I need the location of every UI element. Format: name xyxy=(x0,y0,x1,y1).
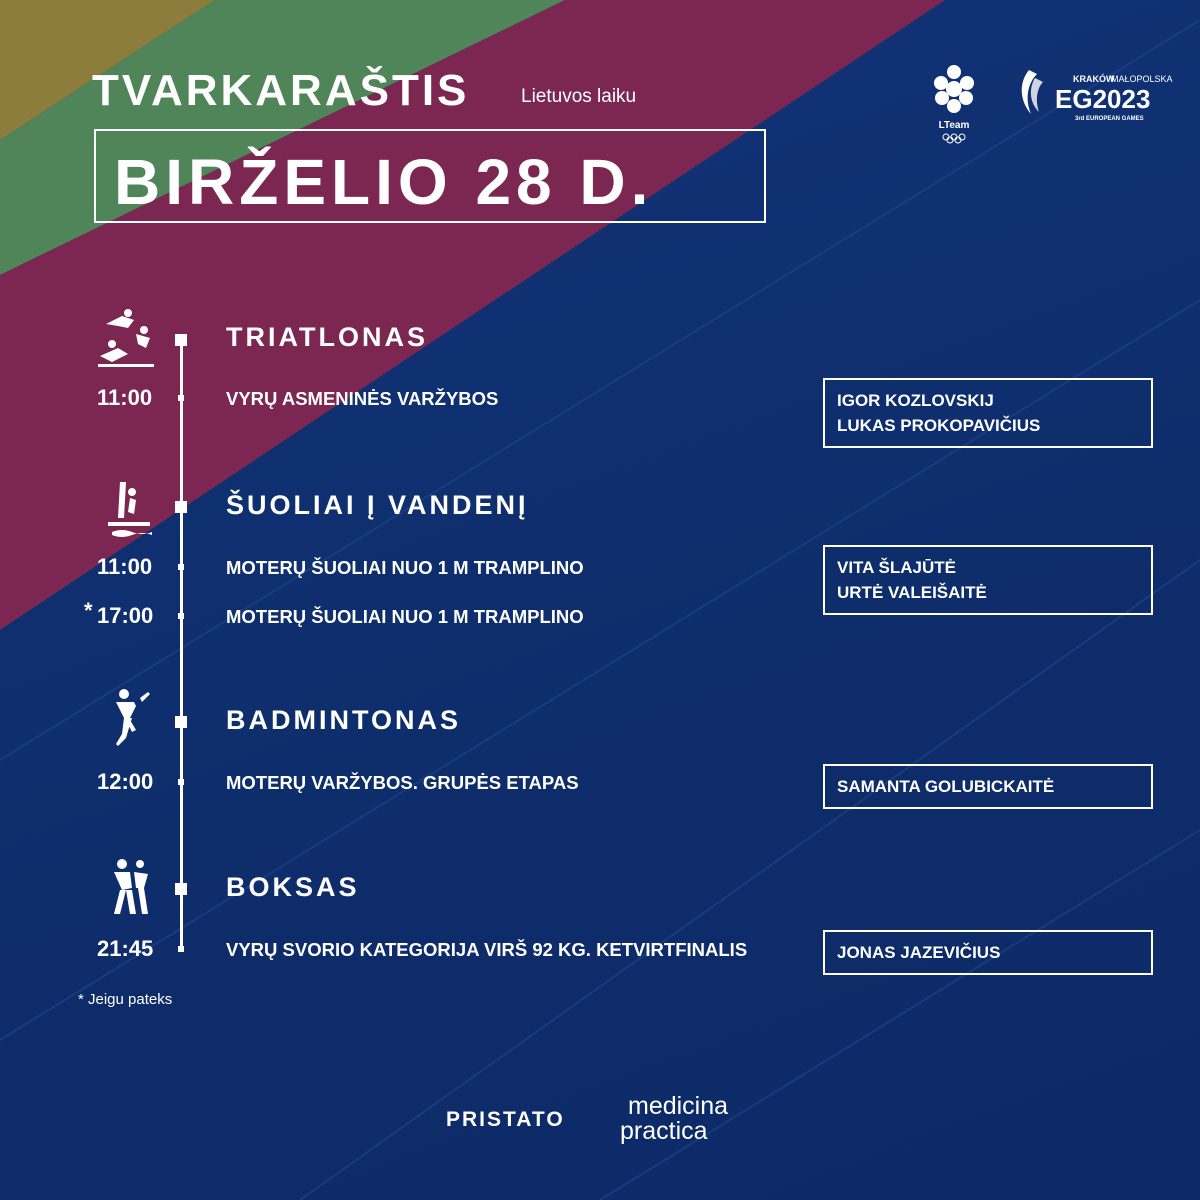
event-title: VYRŲ ASMENINĖS VARŽYBOS xyxy=(226,388,499,409)
athlete-name: VITA ŠLAJŪTĖ xyxy=(837,558,957,577)
sport-marker xyxy=(175,501,187,513)
page-title: TVARKARAŠTIS xyxy=(92,66,470,115)
date-label: BIRŽELIO 28 D. xyxy=(114,146,654,218)
eg-caption: 3rd EUROPEAN GAMES xyxy=(1075,116,1144,122)
event-title: MOTERŲ VARŽYBOS. GRUPĖS ETAPAS xyxy=(226,772,579,793)
athlete-name: LUKAS PROKOPAVIČIUS xyxy=(837,416,1041,435)
eg-mark: EG2023 xyxy=(1055,84,1151,114)
triathlon-icon xyxy=(98,308,154,368)
athlete-name: SAMANTA GOLUBICKAITĖ xyxy=(837,777,1055,796)
sport-title-badminton: BADMINTONAS xyxy=(226,705,461,735)
event-marker xyxy=(178,564,184,570)
footnote: * Jeigu pateks xyxy=(78,991,173,1008)
presents-label: PRISTATO xyxy=(446,1108,565,1131)
athletes-box xyxy=(823,764,1153,809)
sport-marker xyxy=(175,716,187,728)
athletes-box xyxy=(823,930,1153,975)
event-title: VYRŲ SVORIO KATEGORIJA VIRŠ 92 KG. KETVIRTFINALIS xyxy=(226,939,748,960)
timeline-line xyxy=(180,336,183,948)
event-time: 21:45 xyxy=(97,936,154,961)
athletes-box xyxy=(823,545,1153,615)
boxing-icon xyxy=(104,858,160,918)
event-time: 11:00 xyxy=(97,385,153,410)
sport-title-triathlon: TRIATLONAS xyxy=(226,322,428,352)
lteam-logo xyxy=(930,62,978,146)
athlete-name: URTĖ VALEIŠAITĖ xyxy=(837,583,987,602)
event-title: MOTERŲ ŠUOLIAI NUO 1 M TRAMPLINO xyxy=(226,606,584,627)
event-time-marker: * xyxy=(84,598,93,623)
sport-title-boxing: BOKSAS xyxy=(226,872,360,902)
eg-city: KRAKÓW xyxy=(1073,74,1115,84)
athlete-name: IGOR KOZLOVSKIJ xyxy=(837,391,994,410)
page-subtitle: Lietuvos laiku xyxy=(521,86,637,107)
event-marker xyxy=(178,395,184,401)
diving-icon xyxy=(102,478,158,538)
athletes-box xyxy=(823,378,1153,448)
sport-marker xyxy=(175,883,187,895)
sponsor-logo xyxy=(620,1094,728,1144)
european-games-logo xyxy=(1015,64,1173,126)
sport-marker xyxy=(175,334,187,346)
event-time: 11:00 xyxy=(97,554,153,579)
date-box xyxy=(94,129,766,223)
lteam-label: LTeam xyxy=(938,120,970,131)
event-title: MOTERŲ ŠUOLIAI NUO 1 M TRAMPLINO xyxy=(226,557,584,578)
badminton-icon xyxy=(104,688,160,748)
sport-title-diving: ŠUOLIAI Į VANDENĮ xyxy=(226,490,529,520)
sponsor-line-1: medicina xyxy=(628,1092,729,1120)
event-marker xyxy=(178,946,184,952)
event-time: 12:00 xyxy=(97,769,154,794)
event-time: 17:00 xyxy=(97,603,154,628)
event-marker xyxy=(178,779,184,785)
athlete-name: JONAS JAZEVIČIUS xyxy=(837,943,1001,962)
sponsor-line-2: practica xyxy=(620,1117,708,1145)
event-marker xyxy=(178,613,184,619)
eg-region: MAŁOPOLSKA xyxy=(1111,74,1173,84)
